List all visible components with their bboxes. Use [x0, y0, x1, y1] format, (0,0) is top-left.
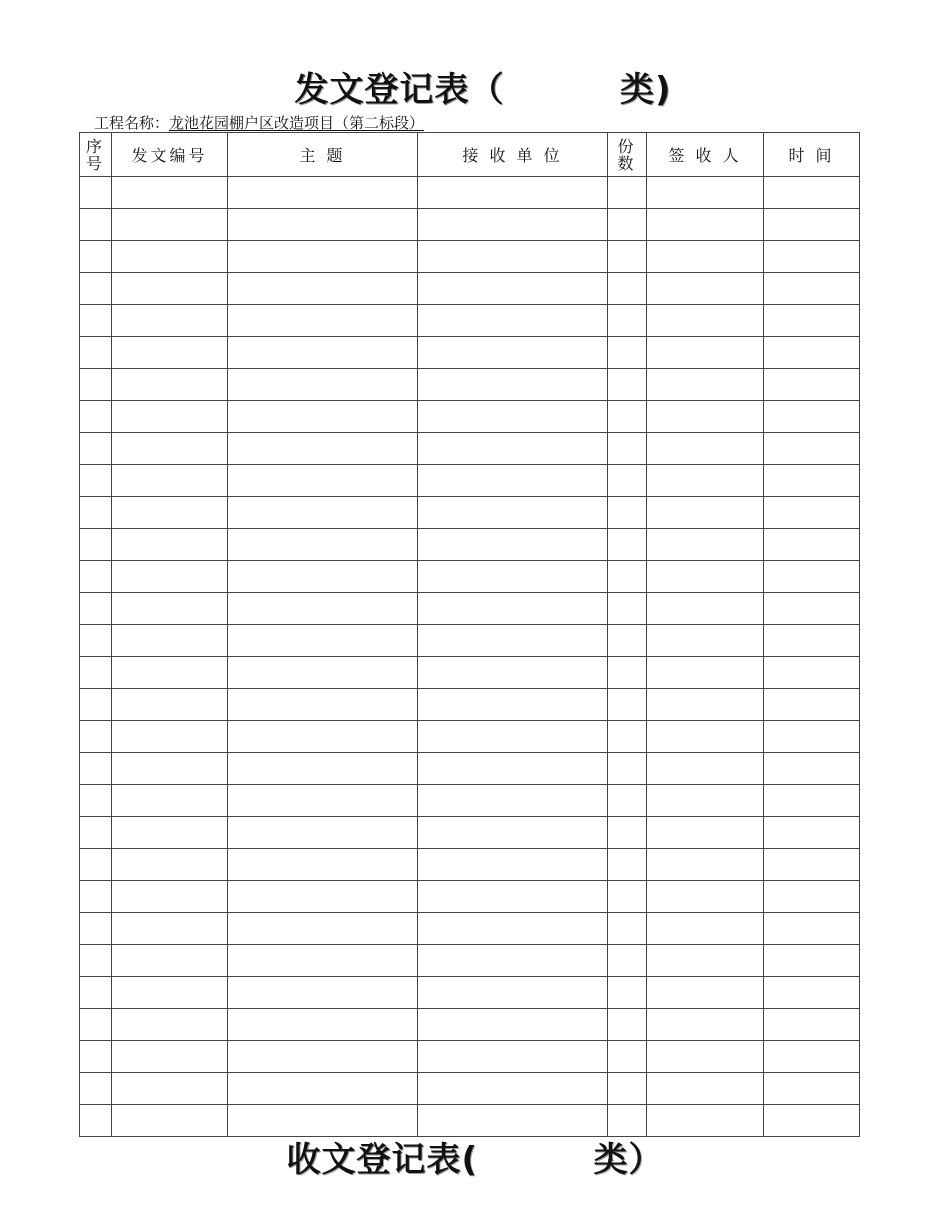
- cell-receiver[interactable]: [418, 1073, 608, 1105]
- cell-seq[interactable]: [80, 177, 112, 209]
- cell-receiver[interactable]: [418, 241, 608, 273]
- cell-doc-number[interactable]: [112, 1041, 228, 1073]
- cell-subject[interactable]: [228, 337, 418, 369]
- cell-subject[interactable]: [228, 753, 418, 785]
- cell-signer[interactable]: [647, 849, 764, 881]
- cell-signer[interactable]: [647, 721, 764, 753]
- cell-seq[interactable]: [80, 881, 112, 913]
- cell-receiver[interactable]: [418, 721, 608, 753]
- table-row: [80, 337, 860, 369]
- cell-seq[interactable]: [80, 433, 112, 465]
- cell-time[interactable]: [764, 465, 860, 497]
- cell-seq[interactable]: [80, 945, 112, 977]
- cell-seq[interactable]: [80, 273, 112, 305]
- cell-subject[interactable]: [228, 305, 418, 337]
- cell-signer[interactable]: [647, 913, 764, 945]
- cell-time[interactable]: [764, 625, 860, 657]
- cell-copies[interactable]: [608, 625, 647, 657]
- cell-subject[interactable]: [228, 209, 418, 241]
- cell-copies[interactable]: [608, 881, 647, 913]
- cell-subject[interactable]: [228, 849, 418, 881]
- cell-copies[interactable]: [608, 273, 647, 305]
- cell-subject[interactable]: [228, 177, 418, 209]
- cell-seq[interactable]: [80, 1009, 112, 1041]
- cell-receiver[interactable]: [418, 1105, 608, 1137]
- cell-time[interactable]: [764, 785, 860, 817]
- cell-seq[interactable]: [80, 817, 112, 849]
- cell-copies[interactable]: [608, 305, 647, 337]
- project-name-line: [94, 114, 424, 132]
- cell-copies[interactable]: [608, 1041, 647, 1073]
- cell-signer[interactable]: [647, 369, 764, 401]
- cell-doc-number[interactable]: [112, 209, 228, 241]
- column-header-receiver: 接 收 单 位: [418, 133, 608, 177]
- cell-receiver[interactable]: [418, 913, 608, 945]
- cell-subject[interactable]: [228, 1009, 418, 1041]
- cell-seq[interactable]: [80, 785, 112, 817]
- header-row: [80, 133, 860, 177]
- cell-doc-number[interactable]: [112, 305, 228, 337]
- table-row: [80, 625, 860, 657]
- cell-time[interactable]: [764, 401, 860, 433]
- cell-copies[interactable]: [608, 721, 647, 753]
- cell-signer[interactable]: [647, 401, 764, 433]
- column-header-seq: [80, 133, 112, 177]
- cell-signer[interactable]: [647, 753, 764, 785]
- cell-signer[interactable]: [647, 1073, 764, 1105]
- cell-receiver[interactable]: [418, 657, 608, 689]
- cell-doc-number[interactable]: [112, 657, 228, 689]
- cell-doc-number[interactable]: [112, 465, 228, 497]
- cell-receiver[interactable]: [418, 593, 608, 625]
- cell-time[interactable]: [764, 337, 860, 369]
- cell-subject[interactable]: [228, 977, 418, 1009]
- cell-copies[interactable]: [608, 1073, 647, 1105]
- cell-copies[interactable]: [608, 465, 647, 497]
- table-row: [80, 561, 860, 593]
- cell-copies[interactable]: [608, 913, 647, 945]
- cell-subject[interactable]: [228, 945, 418, 977]
- dispatch-register-table: [79, 132, 860, 1137]
- cell-time[interactable]: [764, 1009, 860, 1041]
- cell-time[interactable]: [764, 1041, 860, 1073]
- table-row: [80, 209, 860, 241]
- cell-receiver[interactable]: [418, 753, 608, 785]
- cell-time[interactable]: [764, 849, 860, 881]
- table-row: [80, 273, 860, 305]
- table-row: [80, 721, 860, 753]
- table-row: [80, 241, 860, 273]
- column-header-copies: [608, 133, 647, 177]
- cell-copies[interactable]: [608, 529, 647, 561]
- table-row: [80, 913, 860, 945]
- column-header-subject: 主 题: [228, 133, 418, 177]
- table-row: [80, 753, 860, 785]
- column-header-time: 时 间: [764, 133, 860, 177]
- cell-receiver[interactable]: [418, 465, 608, 497]
- cell-copies[interactable]: [608, 209, 647, 241]
- cell-subject[interactable]: [228, 625, 418, 657]
- cell-receiver[interactable]: [418, 497, 608, 529]
- cell-signer[interactable]: [647, 625, 764, 657]
- cell-time[interactable]: [764, 177, 860, 209]
- column-header-seq-line1: 序: [85, 136, 105, 156]
- cell-subject[interactable]: [228, 689, 418, 721]
- cell-receiver[interactable]: [418, 561, 608, 593]
- cell-doc-number[interactable]: [112, 177, 228, 209]
- cell-doc-number[interactable]: [112, 721, 228, 753]
- cell-copies[interactable]: [608, 177, 647, 209]
- cell-copies[interactable]: [608, 657, 647, 689]
- receipt-register-title: 收文登记表( 类）: [286, 1140, 664, 1180]
- cell-subject[interactable]: [228, 721, 418, 753]
- cell-copies[interactable]: [608, 593, 647, 625]
- table-row: [80, 849, 860, 881]
- cell-signer[interactable]: [647, 881, 764, 913]
- cell-seq[interactable]: [80, 561, 112, 593]
- cell-time[interactable]: [764, 721, 860, 753]
- cell-doc-number[interactable]: [112, 625, 228, 657]
- cell-receiver[interactable]: [418, 209, 608, 241]
- cell-seq[interactable]: [80, 401, 112, 433]
- cell-time[interactable]: [764, 977, 860, 1009]
- cell-subject[interactable]: [228, 433, 418, 465]
- table-row: [80, 593, 860, 625]
- cell-signer[interactable]: [647, 529, 764, 561]
- table-row: [80, 1073, 860, 1105]
- column-header-signer: 签 收 人: [647, 133, 764, 177]
- cell-receiver[interactable]: [418, 849, 608, 881]
- cell-time[interactable]: [764, 561, 860, 593]
- cell-signer[interactable]: [647, 1009, 764, 1041]
- cell-receiver[interactable]: [418, 689, 608, 721]
- cell-signer[interactable]: [647, 241, 764, 273]
- cell-signer[interactable]: [647, 337, 764, 369]
- cell-time[interactable]: [764, 753, 860, 785]
- cell-doc-number[interactable]: [112, 689, 228, 721]
- cell-copies[interactable]: [608, 337, 647, 369]
- cell-time[interactable]: [764, 689, 860, 721]
- table-row: [80, 657, 860, 689]
- cell-doc-number[interactable]: [112, 977, 228, 1009]
- cell-receiver[interactable]: [418, 305, 608, 337]
- cell-signer[interactable]: [647, 177, 764, 209]
- cell-seq[interactable]: [80, 913, 112, 945]
- dispatch-register-title: 发文登记表（ 类): [294, 70, 672, 110]
- cell-time[interactable]: [764, 369, 860, 401]
- cell-seq[interactable]: [80, 625, 112, 657]
- cell-doc-number[interactable]: [112, 369, 228, 401]
- cell-copies[interactable]: [608, 401, 647, 433]
- cell-receiver[interactable]: [418, 977, 608, 1009]
- cell-signer[interactable]: [647, 785, 764, 817]
- cell-copies[interactable]: [608, 945, 647, 977]
- cell-doc-number[interactable]: [112, 337, 228, 369]
- column-header-copies-line1: 份: [617, 136, 637, 156]
- cell-time[interactable]: [764, 209, 860, 241]
- cell-doc-number[interactable]: [112, 433, 228, 465]
- cell-receiver[interactable]: [418, 785, 608, 817]
- cell-signer[interactable]: [647, 209, 764, 241]
- cell-doc-number[interactable]: [112, 1105, 228, 1137]
- cell-doc-number[interactable]: [112, 785, 228, 817]
- cell-seq[interactable]: [80, 337, 112, 369]
- cell-time[interactable]: [764, 1073, 860, 1105]
- cell-time[interactable]: [764, 529, 860, 561]
- table-row: [80, 305, 860, 337]
- cell-seq[interactable]: [80, 1041, 112, 1073]
- cell-seq[interactable]: [80, 241, 112, 273]
- column-header-doc-number: 发文编号: [112, 133, 228, 177]
- cell-copies[interactable]: [608, 849, 647, 881]
- cell-doc-number[interactable]: [112, 561, 228, 593]
- cell-receiver[interactable]: [418, 177, 608, 209]
- cell-signer[interactable]: [647, 273, 764, 305]
- cell-copies[interactable]: [608, 977, 647, 1009]
- cell-signer[interactable]: [647, 1105, 764, 1137]
- cell-signer[interactable]: [647, 689, 764, 721]
- cell-subject[interactable]: [228, 593, 418, 625]
- cell-copies[interactable]: [608, 433, 647, 465]
- cell-seq[interactable]: [80, 305, 112, 337]
- cell-subject[interactable]: [228, 881, 418, 913]
- cell-signer[interactable]: [647, 305, 764, 337]
- cell-doc-number[interactable]: [112, 753, 228, 785]
- cell-subject[interactable]: [228, 241, 418, 273]
- table-row: [80, 945, 860, 977]
- cell-seq[interactable]: [80, 465, 112, 497]
- cell-seq[interactable]: [80, 977, 112, 1009]
- table-row: [80, 689, 860, 721]
- cell-time[interactable]: [764, 241, 860, 273]
- cell-copies[interactable]: [608, 561, 647, 593]
- cell-signer[interactable]: [647, 1041, 764, 1073]
- cell-time[interactable]: [764, 657, 860, 689]
- table-row: [80, 817, 860, 849]
- cell-time[interactable]: [764, 305, 860, 337]
- cell-signer[interactable]: [647, 945, 764, 977]
- cell-subject[interactable]: [228, 817, 418, 849]
- cell-time[interactable]: [764, 945, 860, 977]
- cell-copies[interactable]: [608, 241, 647, 273]
- table-row: [80, 401, 860, 433]
- cell-copies[interactable]: [608, 1009, 647, 1041]
- cell-receiver[interactable]: [418, 273, 608, 305]
- cell-doc-number[interactable]: [112, 273, 228, 305]
- project-name-label: 工程名称：: [94, 114, 170, 132]
- cell-doc-number[interactable]: [112, 881, 228, 913]
- cell-copies[interactable]: [608, 497, 647, 529]
- cell-seq[interactable]: [80, 1105, 112, 1137]
- cell-time[interactable]: [764, 913, 860, 945]
- cell-receiver[interactable]: [418, 625, 608, 657]
- table-row: [80, 433, 860, 465]
- cell-seq[interactable]: [80, 1073, 112, 1105]
- cell-doc-number[interactable]: [112, 497, 228, 529]
- cell-doc-number[interactable]: [112, 945, 228, 977]
- cell-copies[interactable]: [608, 753, 647, 785]
- cell-receiver[interactable]: [418, 1009, 608, 1041]
- column-header-seq-line2: 号: [85, 153, 105, 173]
- cell-seq[interactable]: [80, 497, 112, 529]
- cell-receiver[interactable]: [418, 529, 608, 561]
- cell-seq[interactable]: [80, 369, 112, 401]
- cell-subject[interactable]: [228, 401, 418, 433]
- cell-doc-number[interactable]: [112, 593, 228, 625]
- cell-subject[interactable]: [228, 497, 418, 529]
- cell-doc-number[interactable]: [112, 913, 228, 945]
- cell-time[interactable]: [764, 497, 860, 529]
- cell-receiver[interactable]: [418, 369, 608, 401]
- table-row: [80, 1105, 860, 1137]
- cell-time[interactable]: [764, 433, 860, 465]
- table-row: [80, 465, 860, 497]
- cell-time[interactable]: [764, 273, 860, 305]
- cell-subject[interactable]: [228, 1041, 418, 1073]
- cell-doc-number[interactable]: [112, 529, 228, 561]
- table-row: [80, 497, 860, 529]
- cell-receiver[interactable]: [418, 401, 608, 433]
- cell-subject[interactable]: [228, 465, 418, 497]
- cell-receiver[interactable]: [418, 881, 608, 913]
- cell-subject[interactable]: [228, 657, 418, 689]
- table-row: [80, 1009, 860, 1041]
- cell-seq[interactable]: [80, 209, 112, 241]
- cell-receiver[interactable]: [418, 337, 608, 369]
- cell-signer[interactable]: [647, 497, 764, 529]
- cell-copies[interactable]: [608, 689, 647, 721]
- cell-subject[interactable]: [228, 369, 418, 401]
- cell-receiver[interactable]: [418, 817, 608, 849]
- cell-doc-number[interactable]: [112, 241, 228, 273]
- cell-time[interactable]: [764, 1105, 860, 1137]
- column-header-copies-line2: 数: [617, 153, 637, 173]
- cell-doc-number[interactable]: [112, 1073, 228, 1105]
- cell-doc-number[interactable]: [112, 817, 228, 849]
- cell-subject[interactable]: [228, 561, 418, 593]
- table-row: [80, 177, 860, 209]
- cell-subject[interactable]: [228, 1105, 418, 1137]
- cell-subject[interactable]: [228, 1073, 418, 1105]
- cell-receiver[interactable]: [418, 945, 608, 977]
- cell-copies[interactable]: [608, 1105, 647, 1137]
- table-row: [80, 369, 860, 401]
- table-row: [80, 785, 860, 817]
- cell-time[interactable]: [764, 593, 860, 625]
- cell-doc-number[interactable]: [112, 849, 228, 881]
- register-body: [80, 177, 860, 1137]
- cell-copies[interactable]: [608, 785, 647, 817]
- cell-copies[interactable]: [608, 369, 647, 401]
- cell-time[interactable]: [764, 817, 860, 849]
- table-row: [80, 977, 860, 1009]
- project-name-value: 龙池花园棚户区改造项目（第二标段）: [169, 114, 425, 132]
- cell-signer[interactable]: [647, 817, 764, 849]
- cell-seq[interactable]: [80, 849, 112, 881]
- cell-receiver[interactable]: [418, 1041, 608, 1073]
- cell-seq[interactable]: [80, 689, 112, 721]
- cell-copies[interactable]: [608, 817, 647, 849]
- cell-signer[interactable]: [647, 977, 764, 1009]
- cell-seq[interactable]: [80, 753, 112, 785]
- cell-subject[interactable]: [228, 785, 418, 817]
- cell-signer[interactable]: [647, 561, 764, 593]
- cell-time[interactable]: [764, 881, 860, 913]
- cell-seq[interactable]: [80, 721, 112, 753]
- cell-seq[interactable]: [80, 593, 112, 625]
- cell-subject[interactable]: [228, 913, 418, 945]
- cell-seq[interactable]: [80, 529, 112, 561]
- cell-subject[interactable]: [228, 529, 418, 561]
- cell-receiver[interactable]: [418, 433, 608, 465]
- cell-signer[interactable]: [647, 593, 764, 625]
- cell-signer[interactable]: [647, 465, 764, 497]
- cell-seq[interactable]: [80, 657, 112, 689]
- cell-signer[interactable]: [647, 657, 764, 689]
- table-row: [80, 1041, 860, 1073]
- cell-subject[interactable]: [228, 273, 418, 305]
- table-row: [80, 529, 860, 561]
- cell-signer[interactable]: [647, 433, 764, 465]
- table-row: [80, 881, 860, 913]
- cell-doc-number[interactable]: [112, 1009, 228, 1041]
- cell-doc-number[interactable]: [112, 401, 228, 433]
